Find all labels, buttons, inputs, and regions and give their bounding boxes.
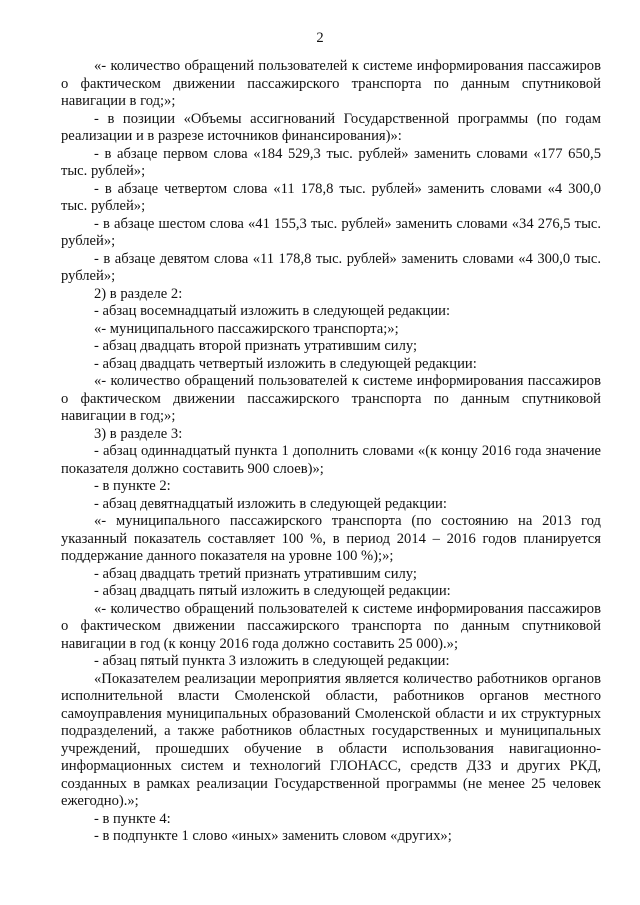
paragraph: 3) в разделе 3: xyxy=(94,425,183,442)
paragraph: «- количество обращений пользователей к системе информирования пассажиров о фактическом движении пассажирского транспорта по данным спутниковой навигации в год (к концу 2016 года должно составить 25 000).»; xyxy=(61,600,601,652)
paragraph: «- количество обращений пользователей к системе информирования пассажиров о фактическом движении пассажирского транспорта по данным спутниковой навигации в год;»; xyxy=(61,373,601,424)
paragraph: - абзац пятый пункта 3 изложить в следующей редакции: xyxy=(94,653,450,669)
paragraph: - абзац двадцать пятый изложить в следующей редакции: xyxy=(94,583,451,599)
paragraph: - абзац двадцать третий признать утратившим силу; xyxy=(94,565,417,582)
paragraph: - в пункте 4: xyxy=(94,810,171,827)
paragraph: - в пункте 2: xyxy=(94,478,171,494)
paragraph: - в позиции «Объемы ассигнований Государственной программы (по годам реализации и в разрезе источников финансирования)»: xyxy=(61,110,601,144)
paragraph: - в абзаце четвертом слова «11 178,8 тыс. рублей» заменить словами «4 300,0 тыс. рублей»; xyxy=(61,180,601,214)
paragraph: - в подпункте 1 слово «иных» заменить словом «других»; xyxy=(94,828,452,844)
page-number: 2 xyxy=(316,30,324,46)
paragraph: - абзац одиннадцатый пункта 1 дополнить словами «(к концу 2016 года значение показателя должно составить 900 слоев)»; xyxy=(61,443,601,477)
document-body xyxy=(61,58,601,846)
paragraph: - абзац двадцать второй признать утратившим силу; xyxy=(94,338,418,354)
paragraph: «Показателем реализации мероприятия является количество работников органов исполнительной власти Смоленской области, работников органов местного самоуправления муниципальных образований Смоленской области и их структурных подразделений, а также работников областных государственных и муниципальных учреждений, прошедших обучение в области использования навигационно-информационных систем и технологий ГЛОНАСС, средств ДЗЗ и других РКД, созданных в рамках реализации Государственной программы (не менее 25 человек ежегодно).»; xyxy=(61,670,601,809)
paragraph: - в абзаце первом слова «184 529,3 тыс. рублей» заменить словами «177 650,5 тыс. рублей»; xyxy=(61,145,601,179)
paragraph: - абзац девятнадцатый изложить в следующей редакции: xyxy=(94,495,447,512)
paragraph: - абзац двадцать четвертый изложить в следующей редакции: xyxy=(94,355,477,372)
paragraph: - в абзаце шестом слова «41 155,3 тыс. рублей» заменить словами «34 276,5 тыс. рублей»; xyxy=(61,215,601,249)
paragraph: «- муниципального пассажирского транспорта;»; xyxy=(94,320,399,337)
paragraph: 2) в разделе 2: xyxy=(94,285,183,302)
paragraph: - в абзаце девятом слова «11 178,8 тыс. рублей» заменить словами «4 300,0 тыс. рублей»; xyxy=(61,250,601,284)
paragraph: «- количество обращений пользователей к системе информирования пассажиров о фактическом движении пассажирского транспорта по данным спутниковой навигации в год;»; xyxy=(61,58,601,109)
paragraph: «- муниципального пассажирского транспорта (по состоянию на 2013 год указанный показатель составляет 100 %, в период 2014 – 2016 годов планируется поддержание данного показателя на уровне 100 %);»; xyxy=(61,513,601,564)
paragraph: - абзац восемнадцатый изложить в следующей редакции: xyxy=(94,303,451,319)
